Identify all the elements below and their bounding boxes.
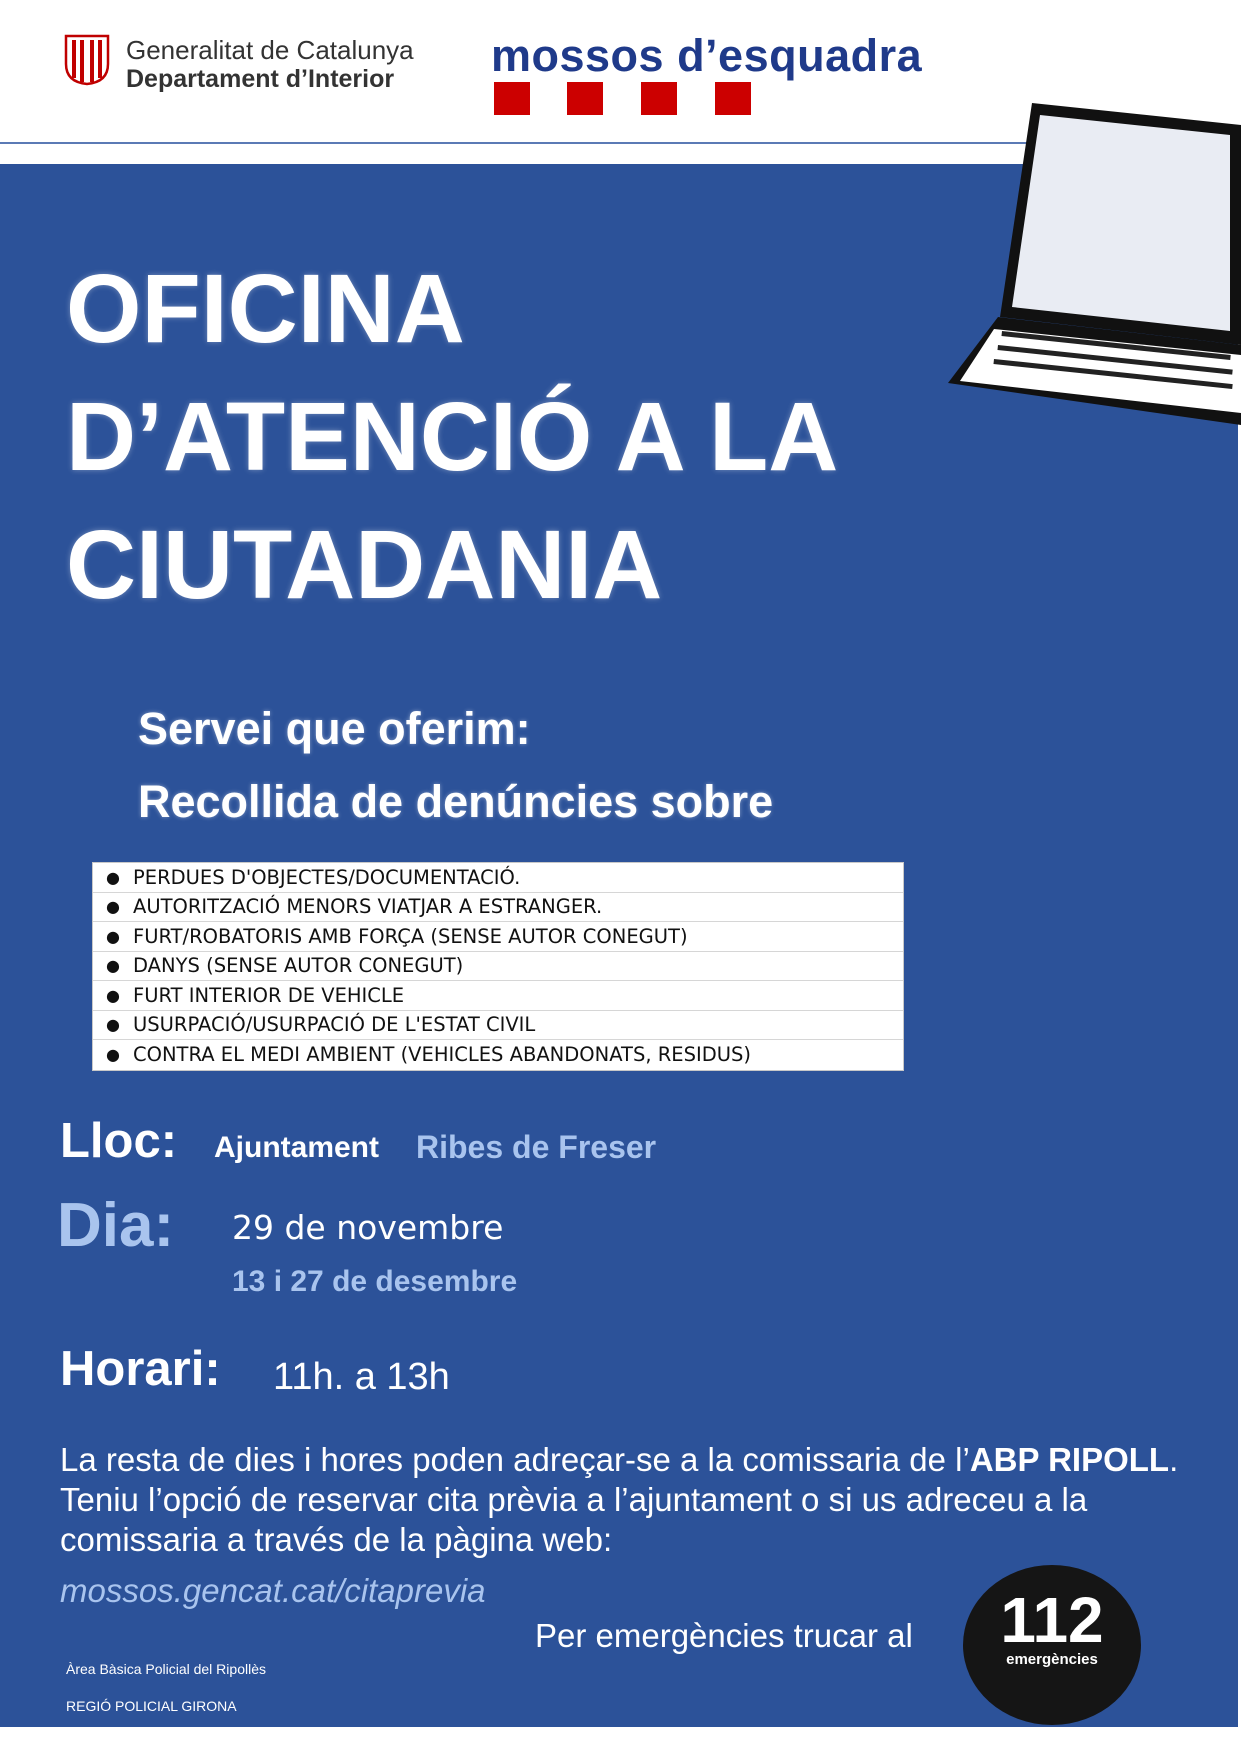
- list-item-label: FURT INTERIOR DE VEHICLE: [133, 983, 405, 1007]
- list-item-label: USURPACIÓ/USURPACIÓ DE L'ESTAT CIVIL: [133, 1013, 536, 1037]
- mossos-logo-square: [715, 82, 751, 115]
- bullet-icon: ●: [106, 1015, 120, 1035]
- info-paragraph: [60, 1440, 1190, 1560]
- bullet-icon: ●: [106, 1045, 120, 1065]
- badge-label: emergències: [1006, 1651, 1098, 1668]
- laptop-icon: [940, 95, 1241, 435]
- subtitle-services: Servei que oferim:: [138, 703, 531, 754]
- mossos-logo-square: [641, 82, 677, 115]
- service-list: [92, 862, 904, 1071]
- info-abp-ripoll: ABP RIPOLL: [969, 1441, 1170, 1478]
- title-line: D’ATENCIÓ A LA: [66, 382, 839, 491]
- list-item: [93, 922, 903, 952]
- generalitat-name: Generalitat de Catalunya: [126, 35, 414, 65]
- list-item: [93, 893, 903, 923]
- mossos-logo-square: [567, 82, 603, 115]
- generalitat-logo-icon: [64, 34, 110, 86]
- footer-area: Àrea Bàsica Policial del Ripollès: [66, 1661, 266, 1677]
- title-line: CIUTADANIA: [66, 510, 663, 619]
- page-title: [66, 245, 838, 629]
- dia-label: Dia:: [57, 1191, 175, 1260]
- horari-value: 11h. a 13h: [273, 1356, 450, 1398]
- list-item: [93, 981, 903, 1011]
- info-text-1: La resta de dies i hores poden adreçar-se a la comissaria de l’: [60, 1441, 970, 1478]
- lloc-value-ajuntament: Ajuntament: [214, 1131, 379, 1164]
- lloc-value-town: Ribes de Freser: [416, 1129, 657, 1165]
- list-item: [93, 1011, 903, 1041]
- list-item: [93, 863, 903, 893]
- list-item-label: CONTRA EL MEDI AMBIENT (VEHICLES ABANDONATS, RESIDUS): [133, 1043, 752, 1067]
- emergency-112-badge: [963, 1565, 1141, 1725]
- title-line: OFICINA: [66, 254, 465, 363]
- mossos-logo-text: mossos d’esquadra: [491, 30, 923, 81]
- bullet-icon: ●: [106, 985, 120, 1005]
- lloc-label: Lloc:: [60, 1114, 178, 1168]
- emergency-text: Per emergències trucar al: [535, 1617, 913, 1654]
- dia-date-1: 29 de novembre: [232, 1208, 504, 1247]
- bullet-icon: ●: [106, 956, 120, 976]
- list-item-label: PERDUES D'OBJECTES/DOCUMENTACIÓ.: [133, 865, 521, 889]
- list-item: [93, 1040, 903, 1070]
- bullet-icon: ●: [106, 897, 120, 917]
- list-item: [93, 952, 903, 982]
- dia-date-2: 13 i 27 de desembre: [232, 1265, 518, 1298]
- badge-number: 112: [1000, 1584, 1104, 1656]
- bullet-icon: ●: [106, 867, 120, 887]
- cita-previa-link[interactable]: mossos.gencat.cat/citaprevia: [60, 1572, 486, 1609]
- list-item-label: AUTORITZACIÓ MENORS VIATJAR A ESTRANGER.: [133, 895, 603, 919]
- generalitat-text: [126, 36, 414, 94]
- bullet-icon: ●: [106, 926, 120, 946]
- horari-label: Horari:: [60, 1342, 221, 1396]
- department-name: Departament d’Interior: [126, 65, 395, 93]
- mossos-logo-square: [494, 82, 530, 115]
- list-item-label: FURT/ROBATORIS AMB FORÇA (SENSE AUTOR CONEGUT): [133, 924, 688, 948]
- subtitle-complaints: Recollida de denúncies sobre: [138, 776, 774, 827]
- info-text-2: . Teniu l’opció de reservar cita prèvia a l’ajuntament o si us adreceu a la comissaria a través de la pàgina web:: [60, 1441, 1179, 1558]
- footer-region: REGIÓ POLICIAL GIRONA: [66, 1698, 237, 1714]
- list-item-label: DANYS (SENSE AUTOR CONEGUT): [133, 954, 464, 978]
